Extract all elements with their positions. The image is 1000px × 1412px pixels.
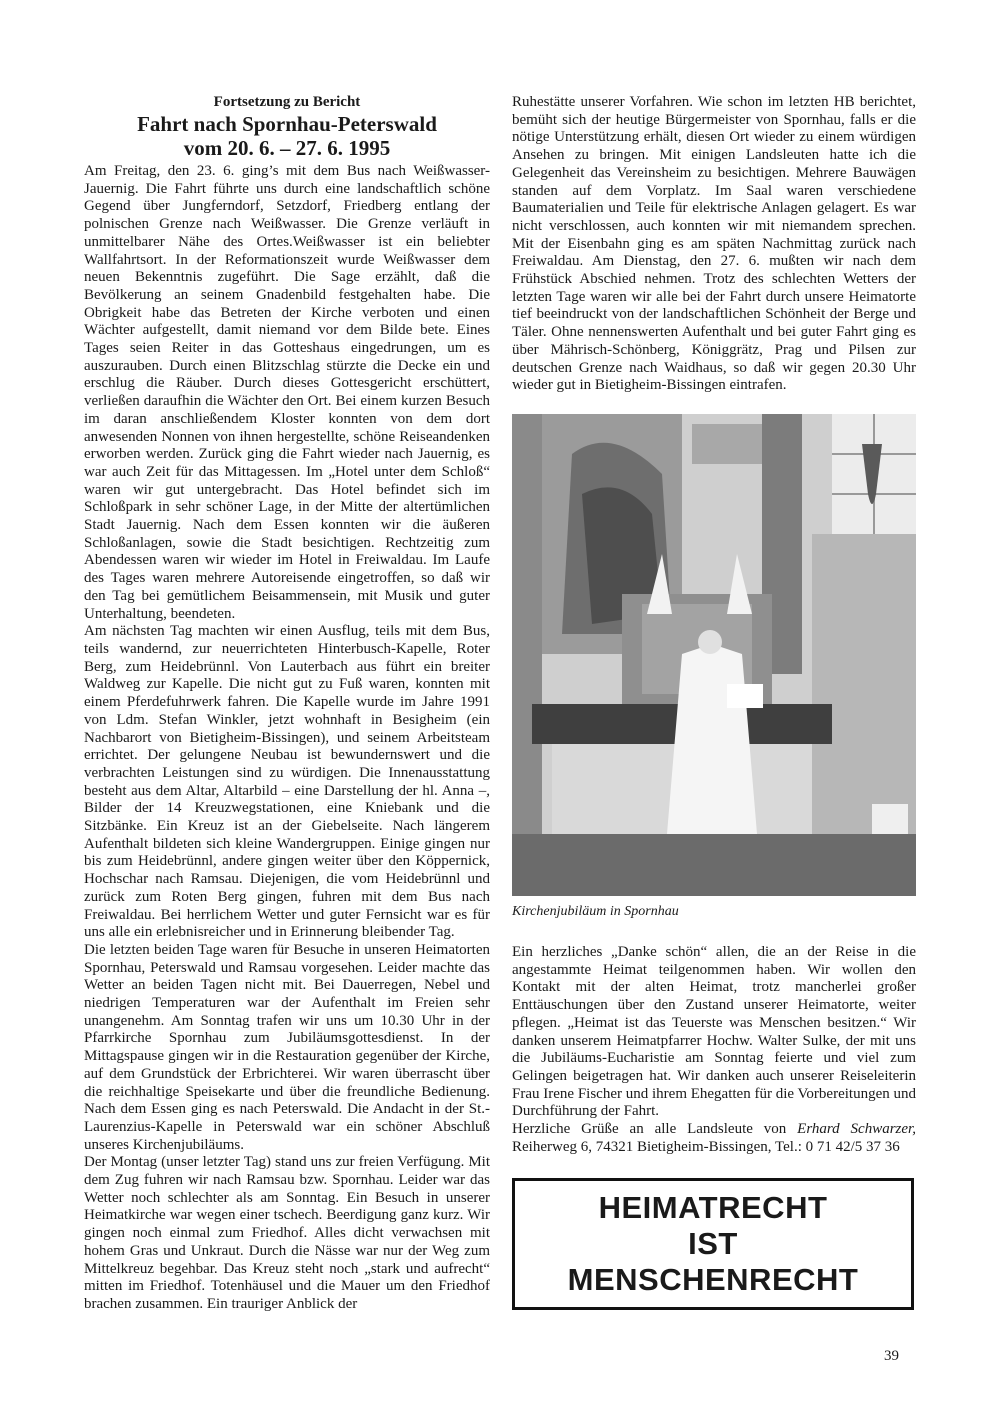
page-number: 39 (884, 1348, 899, 1364)
thanks-block (512, 944, 916, 1156)
photo-caption: Kirchenjubiläum in Spornhau (512, 904, 679, 919)
slogan-box (512, 1178, 914, 1310)
paragraph-monday: Der Montag (unser letzter Tag) stand uns zur freien Verfügung. Mit dem Zug fuhren wir nach Ramsau bzw. Spornhau. Leider war das Wetter noch schlechter als am Sonntag. Ein Besuch in unserer Heimatkirche war wegen einer tschech. Beerdigung ganz kurz. Wir gingen noch einmal zum Friedhof. Alles dicht verwachsen mit hohem Gras und Unkraut. Durch die Nässe war nur der Weg zum Mittelkreuz begehbar. Das Kreuz steht noch „stark und aufrecht“ mitten im Friedhof. Totenhäusel und die Mauer um den Friedhof brachen zusammen. Ein trauriger Anblick der (84, 1154, 490, 1312)
slogan-line-2: IST (688, 1226, 738, 1261)
paragraph-thanks: Ein herzliches „Danke schön“ allen, die an der Reise in die angestammte Heimat teilgenommen haben. Wir wollen den Kontakt mit der alten Heimat, trotz mancherlei großer Enttäuschungen über den Zustand unserer Heimatorte, weiter pflegen. „Heimat ist das Teuerste was Menschen besitzen.“ Wir danken unserem Heimatpfarrer Hochw. Walter Sulke, der mit uns die Jubiläums-Eucharistie am Sonntag feierte und viel zum Gelingen beigetragen hat. Wir danken auch unserer Reiseleiterin Frau Irene Fischer und ihrem Ehegatten für die Vorbereitungen und Durchführung der Fahrt. (512, 944, 916, 1120)
paragraph-greeting (512, 1121, 916, 1156)
paragraph-friday: Am Freitag, den 23. 6. ging’s mit dem Bus nach Weißwasser-Jauernig. Die Fahrt führte uns durch eine landschaftlich schöne Gegend über Jungferndorf, Setzdorf, Friedberg entlang der polnischen Grenze nach Weißwasser. Die Grenze verläuft in unmittelbarer Nähe des Ortes.Weißwasser ist ein beliebter Wallfahrtsort. In der Reformationszeit wurde Weißwasser dem neuen Bekenntnis zugeführt. Die Sage erzählt, daß die Bevölkerung an seinem Gnadenbild festgehalten habe. Die Obrigkeit habe das Betreten der Kirche verboten und einen Wächter aufgestellt, damit niemand vor dem Bilde bete. Eines Tages seien Reiter in das Gotteshaus eingedrungen, um es auszurauben. Durch einen Blitzschlag stürzte die Decke ein und erschlug die Räuber. Durch dieses Gottesgericht erschüttert, verließen daraufhin die Wächter den Ort. Bei einem kurzen Besuch im daran anschließendem Kloster konnten von dem dort anwesenden Nonnen von ihnen hergestellte, schöne Reiseandenken erworben werden. Zurück ging die Fahrt wieder nach Jauernig, es war auch Zeit für das Mittagessen. Im „Hotel unter dem Schloß“ waren wir gut untergebracht. Das Hotel befindet sich im Schloßpark in sehr schöner Lage, in der Mitte der altertümlichen Stadt Jauernig. Nach dem Essen konnten wir die äußeren Schloßanlagen, sowie die Stadt besichtigen. Rechtzeitig zum Abendessen waren wir wieder im Hotel in Freiwaldau. Im Laufe des Tages waren mehrere Autoreisende eingetroffen, so daß wir den Tag bei gemütlichem Beisammensein, mit Musik und guter Unterhaltung, beendeten. (84, 163, 490, 622)
right-column (512, 94, 916, 395)
paragraph-last-days: Die letzten beiden Tage waren für Besuche in unseren Heimatorten Spornhau, Peterswald und Ramsau vorgesehen. Leider machte das Wetter an beiden Tagen nicht mit. Bei Dauerregen, Nebel und niedrigen Temperaturen war der Aufenthalt im Freien sehr unangenehm. Am Sonntag trafen wir uns um 10.30 Uhr in der Pfarrkirche Spornhau zum Jubiläumsgottesdienst. In der Mittagspause gingen wir in die Restauration gegenüber der Kirche, auf dem Grundstück der Erbrichterei. Wir waren überrascht über die reichhaltige Speisekarte und über die freundliche Bedienung. Nach dem Essen ging es nach Peterswald. Die Andacht in der St.-Laurenzius-Kapelle in Peterswald war ein schöner Abschluß unseres Kirchenjubiläums. (84, 941, 490, 1153)
church-photo (512, 414, 916, 896)
slogan-line-1: HEIMATRECHT (598, 1190, 828, 1225)
greeting-address: Reiherweg 6, 74321 Bietigheim-Bissingen, Tel.: 0 71 42/5 37 36 (512, 1138, 900, 1155)
greeting-author: Erhard Schwarzer, (797, 1121, 916, 1138)
paragraph-next-day: Am nächsten Tag machten wir einen Ausflug, teils mit dem Bus, teils wandernd, zur neuerrichteten Hinterbusch-Kapelle, Roter Berg, zum Heidebrünnl. Von Lauterbach aus führt ein breiter Waldweg zur Kapelle. Die nicht gut zu Fuß waren, konnten mit einem Pferdefuhrwerk fahren. Die Kapelle wurde im Jahre 1991 von Ldm. Stefan Winkler, jetzt wohnhaft in Besigheim (ein Nachbarort von Bietigheim-Bissingen), und seinem Arbeitsteam errichtet. Der gelungene Neubau ist bewundernswert und die verbrachten Leistungen sind zu würdigen. Die Innenausstattung besteht aus dem Altar, Altarbild – eine Darstellung der hl. Anna –, Bilder der 14 Kreuzwegstationen, eine Kniebank und die Sitzbänke. Ein Kreuz ist an der Giebelseite. Nach längerem Aufenthalt bildeten sich kleine Wandergruppen. Einige gingen nur bis zum Heidebrünnl, andere gingen weiter über den Köppernick, Hochschar nach Ramsau. Diejenigen, die vom Heidebrünnl und zurück zum Roten Berg gingen, fuhren mit dem Bus nach Freiwaldau. Bei herrlichem Wetter und guter Fernsicht war es für uns alle ein erlebnisreicher und in Erinnerung bleibender Tag. (84, 623, 490, 941)
left-column (84, 94, 490, 1314)
article-kicker: Fortsetzung zu Bericht (213, 94, 361, 110)
slogan-line-3: MENSCHENRECHT (567, 1262, 859, 1297)
church-altar-image (512, 414, 916, 896)
article-title-line-1: Fahrt nach Spornhau-Peterswald (137, 112, 437, 136)
greeting-prefix: Herzliche Grüße an alle Landsleute von (512, 1121, 798, 1138)
article-title-line-2: vom 20. 6. – 27. 6. 1995 (183, 136, 391, 160)
paragraph-continuation: Ruhestätte unserer Vorfahren. Wie schon im letzten HB berichtet, bemüht sich der heutige Bürgermeister von Spornhau, falls er die nötige Unterstützung erhält, diesen Ort wieder zu einem würdigen Ansehen zu bringen. Mit einigen Landsleuten hatte ich die Gelegenheit das Vereinsheim zu besichtigen. Mehrere Bauwägen standen auf dem Vorplatz. Im Saal waren verschiedene Baumaterialien und Teile für elektrische Anlagen gelagert. Es war nicht verschlossen, auch konnten wir mit niemandem sprechen. Mit der Eisenbahn ging es am späten Nachmittag zurück nach Freiwaldau. Am Dienstag, den 27. 6. mußten wir nach dem Frühstück Abschied nehmen. Trotz des schlechten Wetters der letzten Tage waren wir alle bei der Fahrt durch unsere Heimatorte tief beeindruckt von der landschaftlichen Schönheit der Berge und Täler. Ohne nennenswerten Aufenthalt und bei guter Fahrt ging es über Mährisch-Schönberg, Königgrätz, Prag und Pilsen zur deutschen Grenze nach Waidhaus, so daß wir gegen 20.30 Uhr wieder gut in Bietigheim-Bissingen eintrafen. (512, 94, 916, 394)
